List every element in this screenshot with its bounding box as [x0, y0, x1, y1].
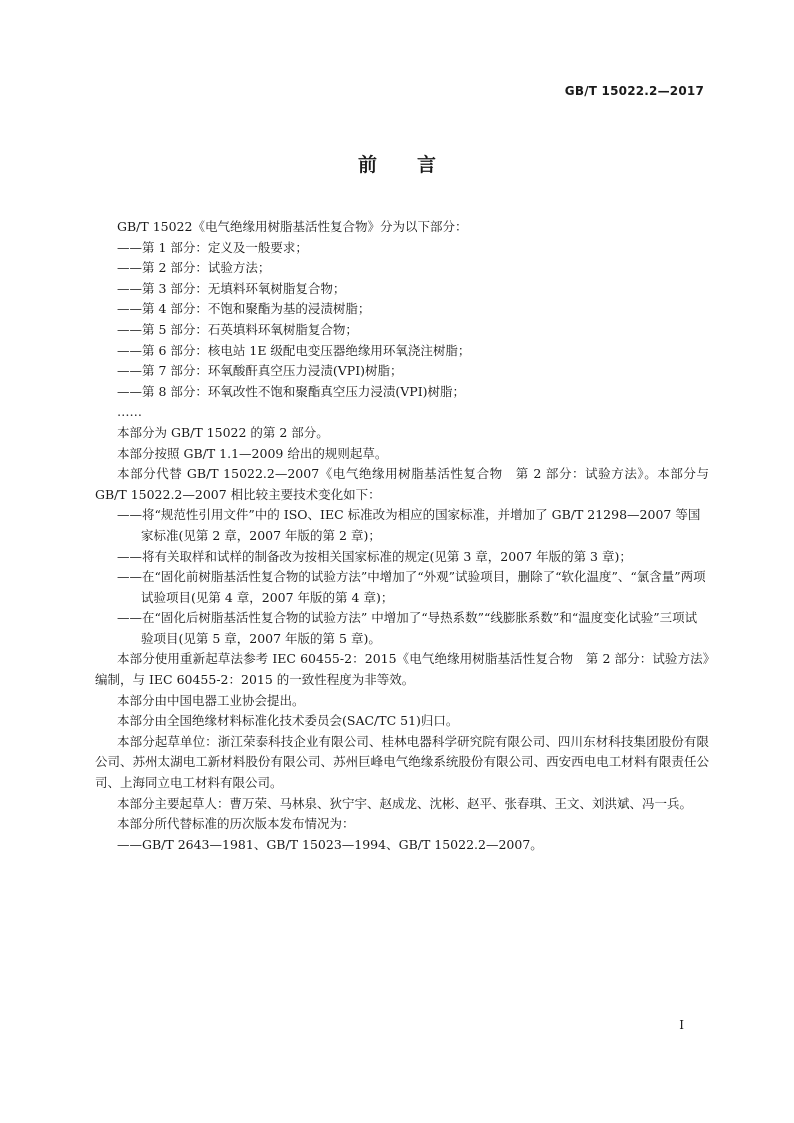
history-intro-paragraph: 本部分所代替标准的历次版本发布情况为： — [117, 816, 355, 832]
part-item: ——第 7 部分：环氧酸酐真空压力浸渍(VPI)树脂； — [117, 363, 403, 379]
history-item: ——GB/T 2643—1981、GB/T 15023—1994、GB/T 15022.2—2007。 — [117, 836, 543, 852]
title-char-left: 前 — [357, 154, 377, 176]
title-char-right: 言 — [417, 154, 437, 176]
change-item: ——将“规范性引用文件”中的 ISO、IEC 标准改为相应的国家标准，并增加了 GB/T 21298—2007 等国家标准(见第 2 章，2007 年版的第 2 章)； — [117, 507, 701, 543]
iec-reference-paragraph: 本部分使用重新起草法参考 IEC 60455-2：2015《电气绝缘用树脂基活性复合物 第 2 部分：试验方法》编制，与 IEC 60455-2：2015 的一致性程度为非等效。 — [95, 651, 709, 688]
part-ellipsis: …… — [117, 404, 142, 420]
foreword-body — [95, 217, 709, 855]
part-item: ——第 2 部分：试验方法； — [117, 260, 271, 276]
drafting-rules-paragraph: 本部分按照 GB/T 1.1—2009 给出的规则起草。 — [117, 445, 388, 461]
part-item: ——第 1 部分：定义及一般要求； — [117, 239, 308, 255]
page-title — [0, 150, 794, 177]
part-of-paragraph: 本部分为 GB/T 15022 的第 2 部分。 — [117, 424, 329, 440]
part-item: ——第 8 部分：环氧改性不饱和聚酯真空压力浸渍(VPI)树脂； — [117, 383, 466, 399]
centralized-by-paragraph: 本部分由全国绝缘材料标准化技术委员会(SAC/TC 51)归口。 — [117, 713, 459, 729]
part-item: ——第 5 部分：石英填料环氧树脂复合物； — [117, 321, 358, 337]
change-item: ——将有关取样和试样的制备改为按相关国家标准的规定(见第 3 章，2007 年版的第 3 章)； — [117, 548, 632, 564]
part-item: ——第 4 部分：不饱和聚酯为基的浸渍树脂； — [117, 301, 371, 317]
part-item: ——第 3 部分：无填料环氧树脂复合物； — [117, 280, 346, 296]
proposed-by-paragraph: 本部分由中国电器工业协会提出。 — [117, 692, 305, 708]
part-item: ——第 6 部分：核电站 1E 级配电变压器绝缘用环氧浇注树脂； — [117, 342, 471, 358]
drafting-units-paragraph: 本部分起草单位：浙江荣泰科技企业有限公司、桂林电器科学研究院有限公司、四川东材科技集团股份有限公司、苏州太湖电工新材料股份有限公司、苏州巨峰电气绝缘系统股份有限公司、西安西电电工材料有限责任公司、上海同立电工材料有限公司。 — [95, 733, 709, 791]
standard-number: GB/T 15022.2—2017 — [564, 84, 704, 98]
drafters-paragraph: 本部分主要起草人：曹万荣、马林泉、狄宁宇、赵成龙、沈彬、赵平、张春琪、王文、刘洪斌、冯一兵。 — [117, 795, 693, 811]
replaces-paragraph: 本部分代替 GB/T 15022.2—2007《电气绝缘用树脂基活性复合物 第 2 部分：试验方法》。本部分与 GB/T 15022.2—2007 相比较主要技术变化如下： — [95, 466, 709, 502]
page-number: I — [679, 1018, 684, 1032]
change-item: ——在“固化前树脂基活性复合物的试验方法”中增加了“外观”试验项目，删除了“软化温度”、“氯含量”两项试验项目(见第 4 章，2007 年版的第 4 章)； — [117, 569, 706, 605]
change-item: ——在“固化后树脂基活性复合物的试验方法” 中增加了“导热系数”“线膨胀系数”和“温度变化试验”三项试验项目(见第 5 章，2007 年版的第 5 章)。 — [117, 610, 698, 646]
intro-paragraph: GB/T 15022《电气绝缘用树脂基活性复合物》分为以下部分： — [117, 219, 468, 234]
